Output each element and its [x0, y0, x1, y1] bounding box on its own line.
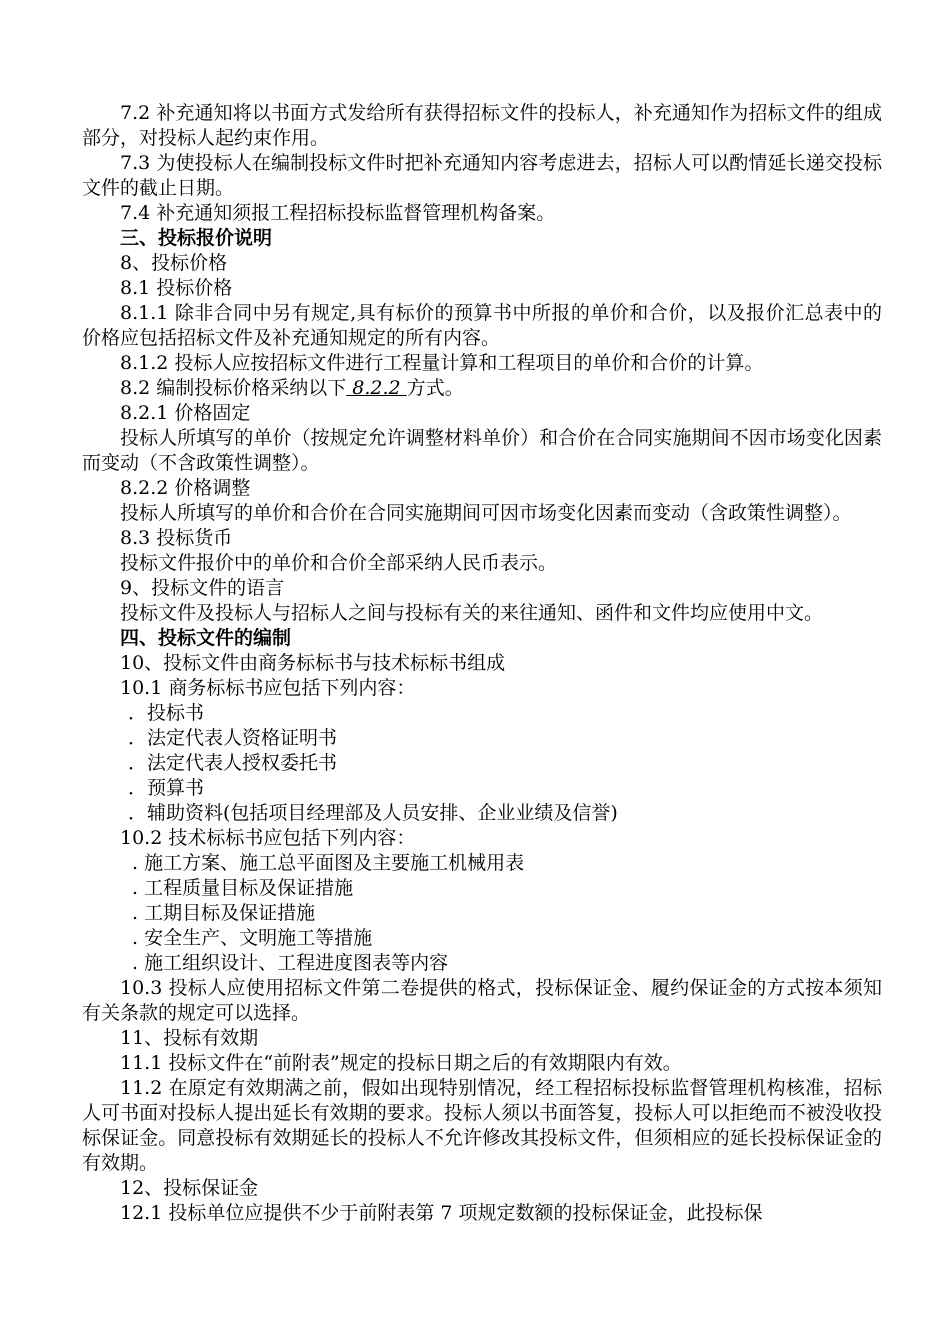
paragraph-8-2-2: 8.2.2 价格调整: [120, 477, 251, 499]
list-item: ．投标书: [128, 702, 205, 724]
paragraph-8-1: 8.1 投标价格: [120, 277, 233, 299]
list-item: . 施工方案、施工总平面图及主要施工机械用表: [132, 852, 525, 874]
paragraph-price-adjust-desc: 投标人所填写的单价和合价在合同实施期间可因市场变化因素而变动（含政策性调整）。: [120, 502, 852, 524]
list-item: . 施工组织设计、工程进度图表等内容: [132, 952, 449, 974]
paragraph-10-2: 10.2 技术标标书应包括下列内容：: [120, 827, 416, 849]
paragraph-8-1-2: 8.1.2 投标人应按招标文件进行工程量计算和工程项目的单价和合价的计算。: [120, 352, 764, 374]
list-item: ．法定代表人资格证明书: [128, 727, 338, 749]
paragraph-12: 12、投标保证金: [120, 1177, 259, 1199]
paragraph-11-1: 11.1 投标文件在“前附表”规定的投标日期之后的有效期限内有效。: [120, 1052, 682, 1074]
paragraph-8-2-1: 8.2.1 价格固定: [120, 402, 251, 424]
paragraph-12-1: 12.1 投标单位应提供不少于前附表第 7 项规定数额的投标保证金，此投标保: [120, 1202, 763, 1224]
paragraph-7-4: 7.4 补充通知须报工程招标投标监督管理机构备案。: [120, 202, 556, 224]
paragraph-7-3: 7.3 为使投标人在编制投标文件时把补充通知内容考虑进去，招标人可以酌情延长递交投标文件的截止日期。: [82, 152, 882, 199]
section-heading-4: 四、投标文件的编制: [120, 627, 292, 649]
paragraph-price-fixed-desc: 投标人所填写的单价（按规定允许调整材料单价）和合价在合同实施期间不因市场变化因素而变动（不含政策性调整）。: [82, 427, 882, 474]
list-item: ．法定代表人授权委托书: [128, 752, 338, 774]
paragraph-8-1-1: 8.1.1 除非合同中另有规定,具有标价的预算书中所报的单价和合价，以及报价汇总表中的价格应包括招标文件及补充通知规定的所有内容。: [82, 302, 882, 349]
paragraph-8-2-suffix: 方式。: [406, 377, 464, 399]
paragraph-10-1: 10.1 商务标标书应包括下列内容：: [120, 677, 416, 699]
paragraph-language-desc: 投标文件及投标人与招标人之间与投标有关的来往通知、函件和文件均应使用中文。: [120, 602, 824, 624]
list-item: . 安全生产、文明施工等措施: [132, 927, 373, 949]
list-item: ．辅助资料(包括项目经理部及人员安排、企业业绩及信誉): [128, 802, 618, 824]
paragraph-10: 10、投标文件由商务标标书与技术标标书组成: [120, 652, 506, 674]
list-item: . 工期目标及保证措施: [132, 902, 316, 924]
paragraph-8: 8、投标价格: [120, 252, 228, 274]
paragraph-8-2: [82, 376, 882, 401]
paragraph-9: 9、投标文件的语言: [120, 577, 285, 599]
underlined-method-ref: 8.2.2: [346, 377, 407, 399]
list-item: ．预算书: [128, 777, 205, 799]
paragraph-currency-desc: 投标文件报价中的单价和合价全部采纳人民币表示。: [120, 552, 558, 574]
list-item: . 工程质量目标及保证措施: [132, 877, 354, 899]
paragraph-7-2: 7.2 补充通知将以书面方式发给所有获得招标文件的投标人，补充通知作为招标文件的组成部分，对投标人起约束作用。: [82, 102, 882, 149]
paragraph-8-3: 8.3 投标货币: [120, 527, 233, 549]
paragraph-11: 11、投标有效期: [120, 1027, 259, 1049]
document-body: [82, 101, 882, 1226]
paragraph-11-2: 11.2 在原定有效期满之前，假如出现特别情况，经工程招标投标监督管理机构核准，招标人可书面对投标人提出延长有效期的要求。投标人须以书面答复，投标人可以拒绝而不被没收投标保证金。同意投标有效期延长的投标人不允许修改其投标文件，但须相应的延长投标保证金的有效期。: [82, 1077, 882, 1174]
section-heading-3: 三、投标报价说明: [120, 227, 273, 249]
paragraph-8-2-text: 8.2 编制投标价格采纳以下: [120, 377, 347, 399]
paragraph-10-3: 10.3 投标人应使用招标文件第二卷提供的格式，投标保证金、履约保证金的方式按本须知有关条款的规定可以选择。: [82, 977, 882, 1024]
